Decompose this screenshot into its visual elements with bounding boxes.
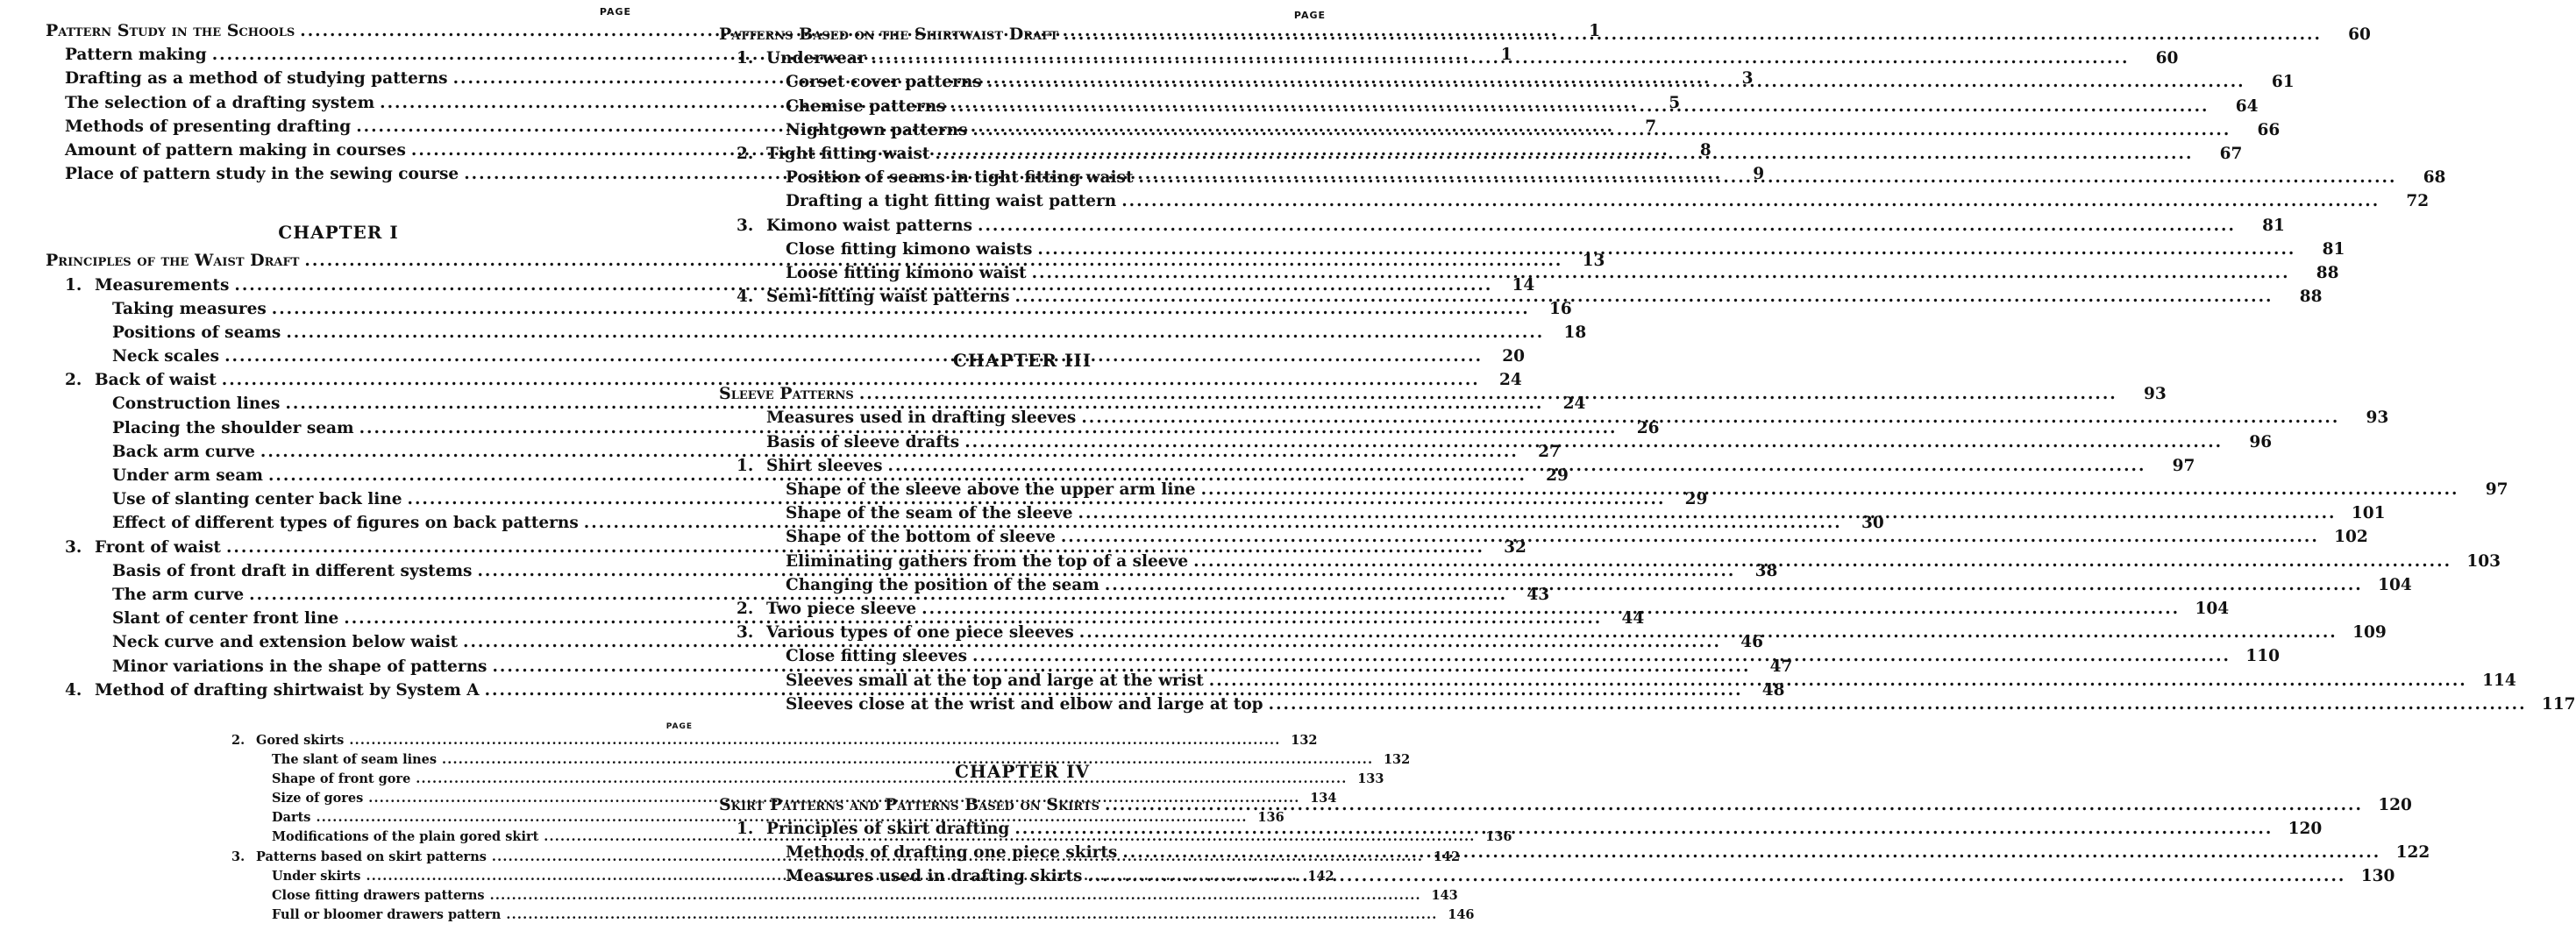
toc-entry-title: Eliminating gathers from the top of a sleeve: [786, 551, 1189, 571]
leader-dots: [1037, 238, 2295, 261]
toc-entry-title: Measures used in drafting skirts: [786, 867, 1083, 886]
leader-dots: [1087, 864, 2345, 888]
toc-entry-title: Basis of sleeve drafts: [766, 432, 960, 451]
toc-entry[interactable]: [719, 166, 2446, 189]
toc-entry-title: Close fitting drawers patterns: [272, 887, 485, 903]
toc-entry[interactable]: [46, 274, 1535, 297]
toc-entry-title: Drafting a tight fitting waist pattern: [786, 192, 1117, 211]
toc-entry-number: 1.: [737, 49, 754, 68]
toc-page-number: 120: [2378, 795, 2412, 814]
toc-entry-title: Close fitting kimono waists: [786, 239, 1033, 259]
toc-entry-number: 1.: [737, 820, 754, 839]
toc-section-shirtwaist[interactable]: [719, 23, 2371, 46]
toc-page-number: 3: [1741, 69, 1754, 89]
toc-entry-title: Tight fitting waist: [766, 144, 930, 163]
toc-page-number: 68: [2423, 168, 2446, 188]
leader-dots: [1014, 817, 2273, 841]
toc-entry-title: Place of pattern study in the sewing course: [65, 165, 459, 184]
toc-entry-title: Shirt sleeves: [766, 456, 883, 475]
leader-dots: [1079, 621, 2338, 644]
toc-page-number: 109: [2352, 623, 2387, 643]
leader-dots: [1078, 501, 2337, 525]
toc-entry[interactable]: [719, 214, 2285, 238]
toc-page-number: 97: [2485, 480, 2508, 499]
toc-page-number: 103: [2466, 551, 2501, 571]
leader-dots: [964, 430, 2223, 454]
toc-entry-title: Drafting as a method of studying patterns: [65, 69, 448, 89]
toc-page-number: 142: [1307, 868, 1334, 884]
toc-entry-title: Shape of the seam of the sleeve: [786, 504, 1073, 523]
toc-entry-number: 2.: [65, 371, 82, 390]
toc-entry[interactable]: [231, 731, 1318, 750]
toc-page-number: 133: [1357, 771, 1384, 787]
toc-entry-title: Semi-fitting waist patterns: [766, 288, 1010, 307]
toc-entry-title: Measures used in drafting sleeves: [766, 409, 1077, 428]
toc-page-number: 61: [2271, 73, 2295, 92]
leader-dots: [1193, 550, 2451, 573]
toc-entry-title: Positions of seams: [112, 323, 281, 342]
toc-entry-number: 4.: [737, 288, 754, 307]
toc-entry-title: Shape of the sleeve above the upper arm line: [786, 480, 1196, 499]
toc-page-number: 101: [2351, 504, 2386, 523]
toc-entry-title: Sleeves close at the wrist and elbow and large at top: [786, 694, 1263, 714]
toc-entry-number: 1.: [65, 275, 82, 295]
page-column-header: PAGE: [1293, 10, 1326, 21]
toc-page-number: 44: [1621, 609, 1645, 629]
toc-page-number: 93: [2366, 409, 2389, 428]
leader-dots: [1032, 261, 2290, 285]
toc-entry-number: 2.: [231, 733, 246, 748]
toc-page-number: 117: [2541, 694, 2576, 714]
toc-page-number: 43: [1526, 585, 1550, 604]
toc-entry-title: Shape of the bottom of sleeve: [786, 528, 1056, 547]
toc-page-number: 8: [1699, 140, 1711, 160]
toc-entry-title: Pattern making: [65, 46, 207, 65]
toc-entry-number: 1.: [737, 456, 754, 475]
toc-page-number: 29: [1684, 490, 1708, 509]
toc-page-number: 24: [1498, 371, 1522, 390]
toc-page-number: 24: [1562, 394, 1586, 414]
leader-dots: [972, 644, 2231, 668]
leader-dots: [859, 382, 2117, 406]
toc-entry-title: Use of slanting center back line: [112, 490, 402, 509]
toc-entry-title: Neck curve and extension below waist: [112, 633, 459, 652]
toc-page-number: 104: [2195, 599, 2230, 618]
toc-page-number: 110: [2245, 647, 2280, 666]
leader-dots: [1105, 793, 2363, 817]
toc-page-number: 81: [2262, 216, 2285, 235]
toc-entry-title: Back arm curve: [112, 442, 255, 461]
toc-entry[interactable]: [231, 808, 1284, 828]
toc-entry-title: Corset cover patterns: [786, 73, 982, 92]
leader-dots: [1122, 841, 2380, 864]
spacer: [719, 309, 1326, 344]
toc-page-number: 16: [1548, 299, 1572, 318]
toc-page-number: 66: [2257, 120, 2281, 139]
toc-page-number: 88: [2299, 288, 2323, 307]
toc-section-title: Principles of the Waist Draft: [46, 251, 300, 271]
toc-entry-title: Nightgown patterns: [786, 120, 968, 139]
toc-entry-title: Placing the shoulder seam: [112, 418, 354, 437]
toc-entry[interactable]: [231, 886, 1458, 906]
leader-dots: [1269, 693, 2527, 716]
toc-entry-title: Back of waist: [95, 371, 217, 390]
toc-entry[interactable]: [719, 189, 2430, 213]
toc-page-number: 14: [1512, 275, 1535, 295]
toc-page-number: 7: [1645, 117, 1657, 136]
toc-entry-title: Front of waist: [95, 537, 221, 557]
toc-entry[interactable]: [46, 321, 1587, 345]
toc-entry-title: Minor variations in the shape of patterns: [112, 657, 487, 676]
toc-entry-number: 3.: [737, 216, 754, 235]
leader-dots: [888, 454, 2146, 478]
leader-dots: [1209, 669, 2467, 693]
toc-section-title: Sleeve Patterns: [719, 384, 854, 404]
toc-page-number: 26: [1636, 418, 1660, 437]
toc-page-number: 142: [1433, 849, 1461, 864]
toc-entry-number: 3.: [737, 623, 754, 643]
chapter-heading: CHAPTER IV: [955, 760, 1090, 782]
toc-page-number: 88: [2316, 263, 2339, 282]
toc-entry-title: Modifications of the plain gored skirt: [272, 829, 539, 845]
toc-entry-title: Changing the position of the seam: [786, 575, 1099, 594]
toc-entry-title: Basis of front draft in different systems: [112, 561, 473, 580]
toc-page-number: 122: [2395, 843, 2430, 863]
toc-page-number: 60: [2155, 49, 2179, 68]
toc-page-number: 120: [2288, 820, 2323, 839]
leader-dots: [978, 214, 2236, 238]
toc-page-number: 102: [2334, 528, 2368, 547]
toc-entry-title: Patterns based on skirt patterns: [256, 849, 487, 864]
chapter-heading: CHAPTER III: [952, 350, 1092, 372]
toc-entry-title: Construction lines: [112, 394, 281, 414]
toc-entry-title: Gored skirts: [256, 733, 345, 748]
toc-page-number: 27: [1538, 442, 1561, 461]
leader-dots: [1064, 23, 2322, 46]
toc-page-number: 29: [1546, 466, 1569, 485]
toc-entry-title: Close fitting sleeves: [786, 647, 968, 666]
toc-entry[interactable]: [719, 142, 2243, 166]
spacer: [719, 716, 1326, 755]
toc-entry-title: Slant of center front line: [112, 609, 339, 629]
spacer: [46, 186, 631, 216]
toc-page-number: 32: [1504, 537, 1526, 557]
toc-page-number: 9: [1753, 165, 1765, 184]
toc-page-number: 1: [1589, 22, 1601, 40]
toc-entry[interactable]: [719, 693, 2576, 716]
toc-page-number: 18: [1563, 323, 1587, 342]
toc-entry-title: The selection of a drafting system: [65, 93, 375, 112]
toc-page-number: 13: [1582, 252, 1605, 271]
leader-dots: [987, 70, 2245, 94]
toc-entry-title: Full or bloomer drawers pattern: [272, 906, 502, 922]
toc-page-number: 67: [2219, 144, 2243, 163]
leader-dots: [972, 118, 2231, 142]
page-column-header: PAGE: [599, 6, 631, 18]
toc-entry-number: 4.: [65, 680, 82, 700]
toc-page-number: 46: [1740, 633, 1763, 652]
toc-entry[interactable]: [719, 46, 2179, 70]
toc-entry[interactable]: [231, 750, 1411, 770]
toc-page-number: 20: [1502, 347, 1526, 366]
toc-page-number: 146: [1448, 906, 1475, 922]
toc-entry[interactable]: [719, 95, 2259, 118]
toc-entry-title: Underwear: [766, 49, 866, 68]
toc-entry[interactable]: [719, 118, 2281, 142]
toc-entry-number: 3.: [231, 849, 246, 864]
toc-entry[interactable]: [719, 70, 2295, 94]
leader-dots: [951, 95, 2210, 118]
leader-dots: [1105, 573, 2363, 597]
leader-dots: [1121, 189, 2380, 213]
toc-page-number: 72: [2406, 192, 2430, 211]
toc-section-title: Skirt Patterns and Patterns Based on Skirts: [719, 794, 1100, 814]
chapter-heading: CHAPTER I: [278, 222, 399, 244]
toc-entry-title: Position of seams in tight fitting waist: [786, 168, 1134, 188]
toc-page-number: 96: [2249, 432, 2273, 451]
toc-entry-number: 2.: [737, 599, 754, 618]
leader-dots: [1015, 285, 2274, 309]
toc-entry-title: Under skirts: [272, 868, 361, 884]
toc-page-number: 81: [2322, 239, 2345, 259]
leader-dots: [1139, 166, 2397, 189]
toc-entry-title: Amount of pattern making in courses: [65, 140, 406, 160]
toc-page-number: 38: [1754, 561, 1778, 580]
toc-page-number: 136: [1257, 810, 1284, 826]
toc-entry-title: Method of drafting shirtwaist by System A: [95, 680, 480, 700]
toc-entry-title: Neck scales: [112, 347, 220, 366]
toc-page-number: 104: [2378, 575, 2412, 594]
toc-page-number: 30: [1861, 514, 1884, 533]
toc-entry-title: Darts: [272, 810, 311, 826]
leader-dots: [490, 886, 1421, 906]
leader-dots: [922, 597, 2180, 621]
toc-entry-title: Taking measures: [112, 299, 267, 318]
toc-entry-title: Size of gores: [272, 791, 364, 806]
toc-page-number: 5: [1669, 93, 1681, 112]
toc-page-number: 132: [1383, 752, 1411, 768]
toc-section-title: Pattern Study in the Schools: [46, 21, 295, 40]
toc-entry-title: The slant of seam lines: [272, 752, 438, 768]
toc-page-number: 1: [1500, 46, 1512, 65]
toc-entry[interactable]: [46, 368, 1522, 392]
leader-dots: [1081, 406, 2339, 430]
toc-page-number: 60: [2348, 25, 2371, 44]
toc-entry-title: Kimono waist patterns: [766, 216, 972, 235]
leader-dots: [871, 46, 2129, 70]
leader-dots: [935, 142, 2193, 166]
toc-entry-title: Shape of front gore: [272, 771, 411, 787]
toc-entry-title: Principles of skirt drafting: [766, 820, 1010, 839]
toc-entry-title: Methods of presenting drafting: [65, 117, 352, 136]
toc-entry-title: Loose fitting kimono waist: [786, 263, 1027, 282]
leader-dots: [1061, 525, 2319, 549]
toc-entry-title: Chemise patterns: [786, 96, 946, 116]
toc-page-number: 93: [2144, 385, 2167, 404]
toc-page-number: 114: [2482, 671, 2516, 690]
toc-entry[interactable]: [231, 906, 1475, 925]
toc-section-title: Patterns Based on the Shirtwaist Draft: [719, 25, 1058, 44]
toc-page-number: 64: [2235, 96, 2259, 116]
toc-entry-title: Measurements: [95, 275, 230, 295]
toc-page-number: 48: [1761, 680, 1785, 700]
toc-entry-number: 3.: [65, 537, 82, 557]
leader-dots: [1201, 478, 2459, 501]
toc-entry-title: Under arm seam: [112, 466, 263, 485]
toc-entry-title: Sleeves small at the top and large at the wrist: [786, 671, 1204, 690]
toc-page-number: 134: [1310, 791, 1337, 806]
toc-entry-title: Various types of one piece sleeves: [766, 623, 1074, 643]
toc-page-number: 47: [1769, 657, 1793, 676]
toc-entry-title: Two piece sleeve: [766, 599, 917, 618]
toc-page-number: 130: [2360, 867, 2395, 886]
toc-page-number: 132: [1291, 733, 1318, 748]
toc-entry-title: The arm curve: [112, 585, 245, 604]
toc-entry[interactable]: [719, 864, 2395, 888]
leader-dots: [506, 906, 1437, 925]
toc-entry-title: Effect of different types of figures on back patterns: [112, 514, 579, 533]
toc-page-number: 136: [1485, 829, 1512, 845]
toc-entry-number: 2.: [737, 144, 754, 163]
toc-entry-title: Methods of drafting one piece skirts: [786, 843, 1118, 863]
page-column-header: PAGE: [665, 722, 693, 731]
toc-section-skirts[interactable]: [719, 793, 2412, 817]
toc-entry[interactable]: [719, 238, 2345, 261]
toc-page-number: 97: [2172, 456, 2195, 475]
toc-page-number: 143: [1431, 887, 1458, 903]
